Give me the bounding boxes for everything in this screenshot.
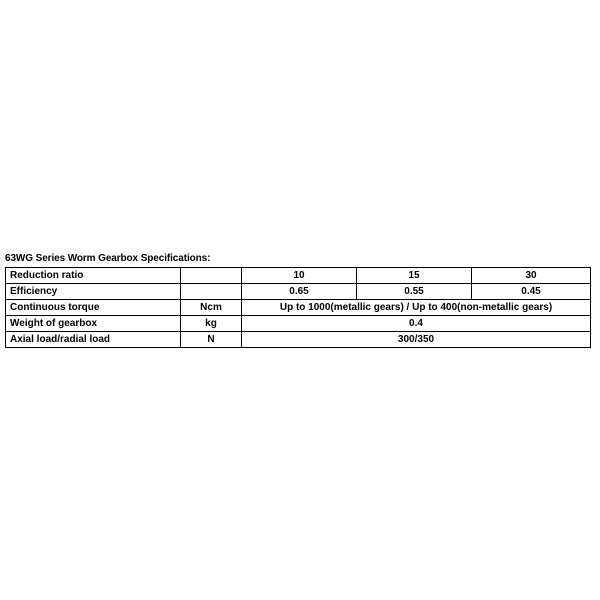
value-cell: 0.55: [357, 284, 472, 300]
row-label: Efficiency: [6, 284, 181, 300]
table-row-load: [6, 332, 591, 348]
unit-cell: Ncm: [181, 300, 242, 316]
row-label: Continuous torque: [6, 300, 181, 316]
unit-cell: [181, 284, 242, 300]
value-cell: Up to 1000(metallic gears) / Up to 400(non-metallic gears): [242, 300, 591, 316]
value-cell: 0.65: [242, 284, 357, 300]
table-row-continuous-torque: [6, 300, 591, 316]
spec-table: [5, 267, 591, 348]
table-row-weight: [6, 316, 591, 332]
page-title: 63WG Series Worm Gearbox Specifications:: [5, 253, 211, 264]
row-label: Reduction ratio: [6, 268, 181, 284]
unit-cell: N: [181, 332, 242, 348]
row-label: Axial load/radial load: [6, 332, 181, 348]
unit-cell: [181, 268, 242, 284]
value-cell: 0.45: [472, 284, 591, 300]
value-cell: 300/350: [242, 332, 591, 348]
value-cell: 30: [472, 268, 591, 284]
value-cell: 10: [242, 268, 357, 284]
table-row-reduction-ratio: [6, 268, 591, 284]
row-label: Weight of gearbox: [6, 316, 181, 332]
table-row-efficiency: [6, 284, 591, 300]
value-cell: 15: [357, 268, 472, 284]
unit-cell: kg: [181, 316, 242, 332]
value-cell: 0.4: [242, 316, 591, 332]
